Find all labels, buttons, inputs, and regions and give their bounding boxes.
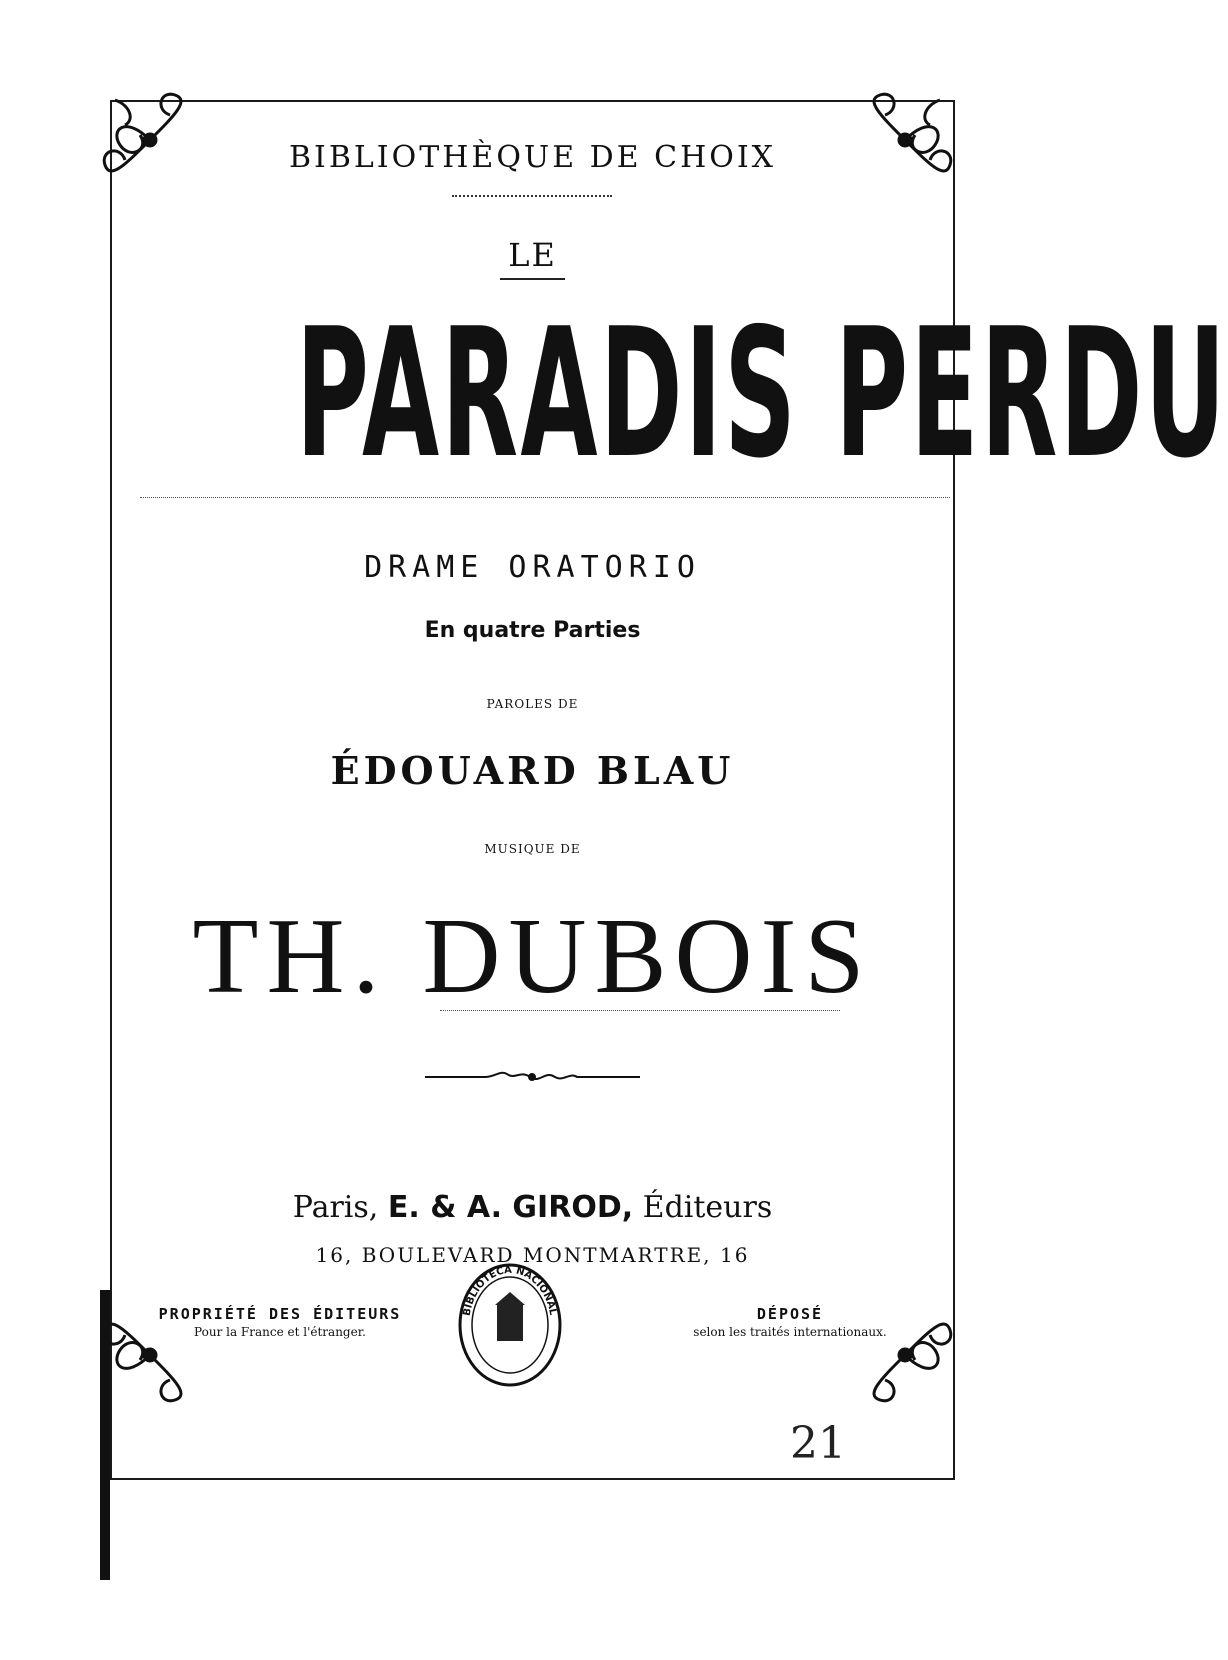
parts-line: En quatre Parties bbox=[424, 618, 641, 643]
divider bbox=[452, 195, 612, 197]
publisher-line bbox=[110, 1190, 955, 1225]
publisher-role: Éditeurs bbox=[642, 1190, 773, 1225]
shelf-mark: 21 bbox=[790, 1418, 846, 1469]
rights-left-text: Pour la France et l'étranger. bbox=[194, 1325, 366, 1339]
divider bbox=[500, 278, 565, 280]
rights-right-heading: DÉPOSÉ bbox=[756, 1305, 824, 1323]
svg-text:BIBLIOTECA NACIONAL: BIBLIOTECA NACIONAL bbox=[461, 1264, 559, 1317]
publisher-address: 16, BOULEVARD MONTMARTRE, 16 bbox=[315, 1243, 750, 1267]
lyricist-name: ÉDOUARD BLAU bbox=[330, 748, 735, 793]
library-stamp-icon bbox=[455, 1260, 565, 1390]
composer-name: TH. DUBOIS bbox=[192, 897, 873, 1016]
divider-flourish-icon bbox=[425, 1062, 640, 1092]
rights-right-text: selon les traités internationaux. bbox=[693, 1325, 887, 1339]
title-article: LE bbox=[508, 236, 557, 274]
rights-left-heading: PROPRIÉTÉ DES ÉDITEURS bbox=[158, 1305, 402, 1323]
main-title: PARADIS PERDU bbox=[295, 290, 1228, 497]
divider bbox=[440, 1010, 840, 1011]
lyrics-label: PAROLES DE bbox=[486, 697, 579, 711]
rights-notice-right bbox=[660, 1305, 920, 1339]
music-label: MUSIQUE DE bbox=[484, 842, 581, 856]
rights-notice-left bbox=[150, 1305, 410, 1339]
publisher-city: Paris, bbox=[292, 1190, 379, 1225]
series-title: BIBLIOTHÈQUE DE CHOIX bbox=[288, 140, 777, 175]
divider bbox=[140, 497, 950, 498]
subtitle: DRAME ORATORIO bbox=[364, 550, 701, 585]
publisher-name: E. & A. GIROD, bbox=[387, 1190, 634, 1225]
